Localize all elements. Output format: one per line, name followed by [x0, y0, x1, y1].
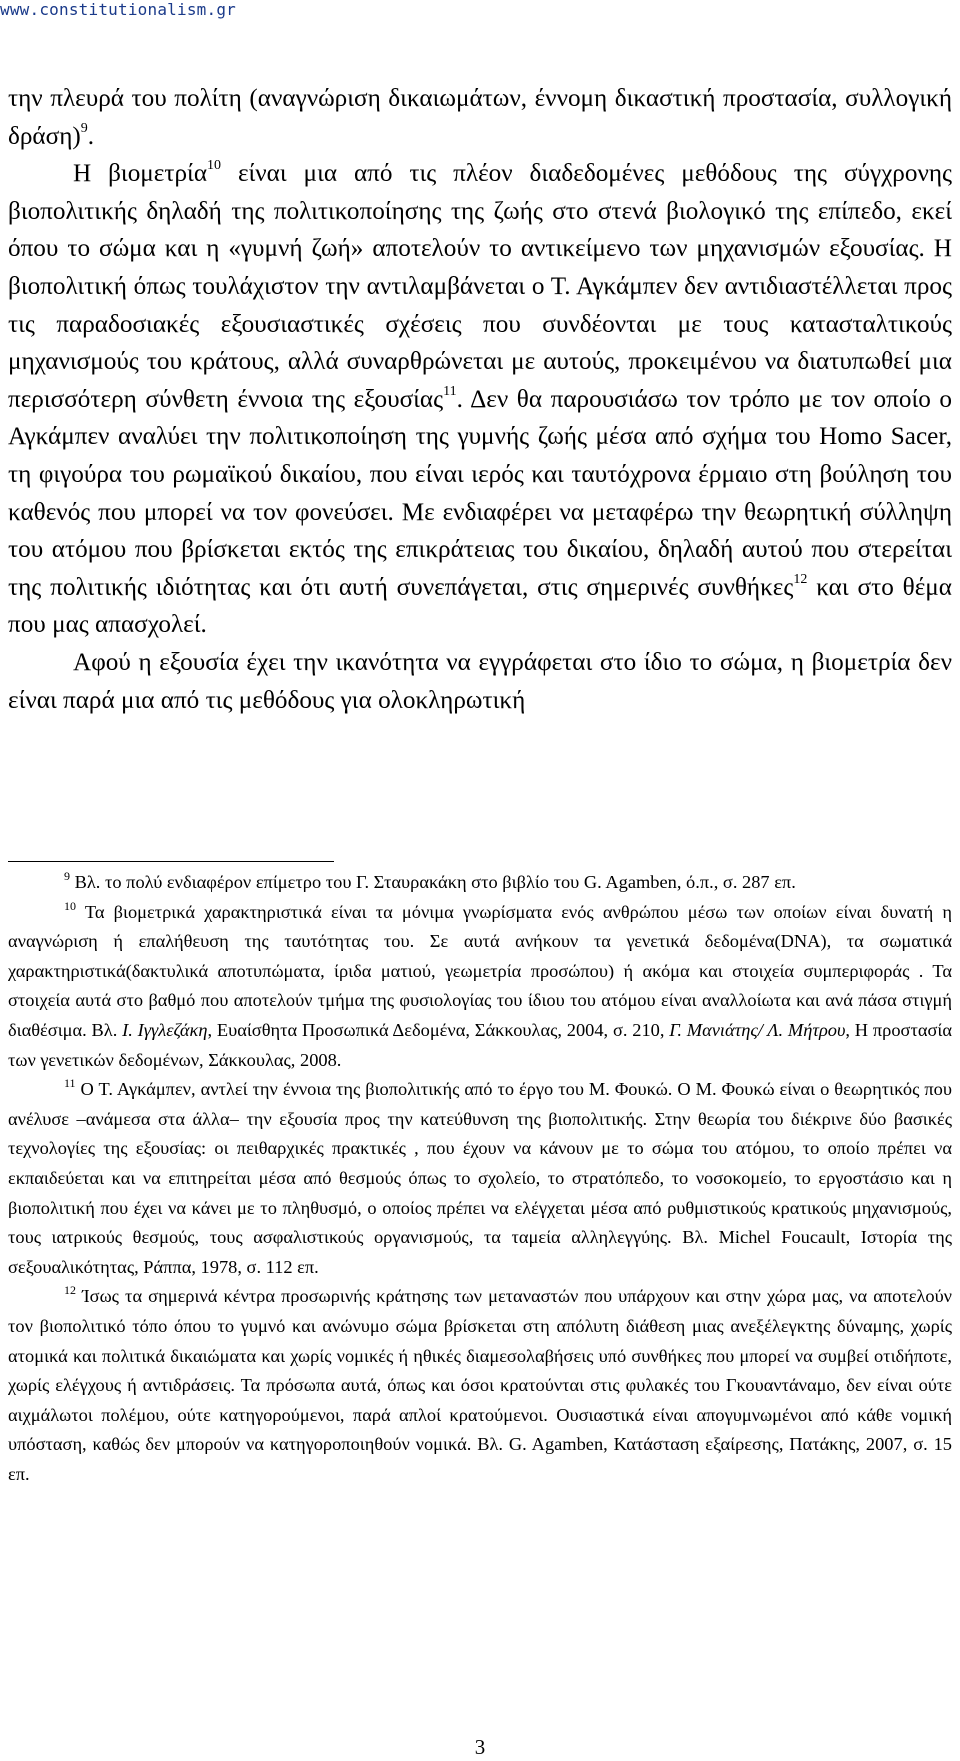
footnote-ref-11: 11: [443, 383, 457, 399]
footnote-10-text-b: , Ευαίσθητα Προσωπικά Δεδομένα, Σάκκουλας, 2004, σ. 210,: [207, 1019, 670, 1040]
footnote-9-text: Βλ. το πολύ ενδιαφέρον επίμετρο του Γ. Σταυρακάκη στο βιβλίο του G. Agamben, ό.π., σ. 287 επ.: [70, 872, 796, 892]
footnote-10-author-2: Γ. Μανιάτης/ Λ. Μήτρου: [669, 1019, 846, 1040]
footnote-11: [8, 1075, 952, 1282]
footnote-9: [8, 868, 952, 898]
paragraph-biometrics: [8, 155, 952, 644]
footnote-10-mark: 10: [64, 898, 76, 913]
paragraph-2-part-b: είναι μια από τις πλέον διαδεδομένες μεθόδους της σύγχρονης βιοπολιτικής δηλαδή της πολιτικοποίησης της ζωής στο στενά βιολογικό της επίπεδο, εκεί όπου το σώμα και η «γυμνή ζωή» αποτελούν το αντικείμενο των μηχανισμών εξουσίας. Η βιοπολιτική όπως τουλάχιστον την αντιλαμβάνεται ο Τ. Αγκάμπεν δεν αντιδιαστέλλεται προς τις παραδοσιακές εξουσιαστικές σχέσεις που συνδέονται με τους κατασταλτικούς μηχανισμούς του κράτους, αλλά συναρθρώνεται με αυτούς, προκειμένου να διατυπωθεί μια περισσότερη σύνθετη έννοια της εξουσίας: [8, 160, 952, 413]
footnote-ref-9: 9: [80, 120, 88, 136]
paragraph-power-body: Αφού η εξουσία έχει την ικανότητα να εγγράφεται στο ίδιο το σώμα, η βιομετρία δεν είναι παρά μια από τις μεθόδους για ολοκληρωτική: [8, 648, 952, 714]
footnote-11-mark: 11: [64, 1076, 76, 1091]
footnote-10-text-c: , Η προστασία των γενετικών δεδομένων, Σάκκουλας, 2008.: [8, 1019, 952, 1070]
footnote-9-mark: 9: [64, 869, 70, 883]
paragraph-2-part-d: και στο θέμα που μας απασχολεί.: [8, 573, 952, 639]
footnote-12-text: Ίσως τα σημερινά κέντρα προσωρινής κράτησης των μεταναστών που υπάρχουν και στην χώρα μας, να αποτελούν τον βιοπολιτικό τόπο όπου το γυμνό και ανώνυμο σώμα βρίσκεται στη απόλυτη διάθεση μιας ανεξέλεγκτης δύναμης, χωρίς ατομικά και πολιτικά δικαιώματα και χωρίς νομικές ή ηθικές διαμεσολαβήσεις υπό συνθήκες που μπορεί να συμβεί οτιδήποτε, χωρίς ελέγχους ή αντιδράσεις. Τα πρόσωπα αυτά, όπως και όσοι κρατούνται στις φυλακές του Γκουαντάναμο, δεν είναι ούτε αιχμάλωτοι πολέμου, ούτε κατηγορούμενοι, παρά απλοί κρατούμενοι. Ουσιαστικά είναι απογυμνωμένοι από κάθε νομική υπόσταση, καθώς δεν μπορούν να κατηγοροποιηθούν νομικά. Βλ. G. Agamben, Κατάσταση εξαίρεσης, Πατάκης, 2007, σ. 15 επ.: [8, 1286, 952, 1484]
paragraph-2-part-a: Η βιομετρία: [73, 160, 208, 188]
paragraph-continuation: [8, 80, 952, 155]
page-number: 3: [474, 1735, 486, 1759]
footnote-10-author-1: Ι. Ιγγλεζάκη: [122, 1019, 208, 1040]
footnote-10-text-a: Τα βιομετρικά χαρακτηριστικά είναι τα μόνιμα γνωρίσματα ενός ανθρώπου μέσω των οποίων είναι δυνατή η αναγνώριση ή επαλήθευση της ταυτότητας του. Σε αυτά ανήκουν τα γενετικά δεδομένα(DNA), τα σωματικά χαρακτηριστικά(δακτυλικά αποτυπώματα, ίριδα ματιού, γεωμετρία προσώπου) ή ακόμα και στοιχεία συμπεριφοράς . Τα στοιχεία αυτά στο βαθμό που αποτελούν τμήμα της φυσιολογίας του ίδιου του ατόμου είναι αναλλοίωτα και ανά πάσα στιγμή διαθέσιμα. Βλ.: [8, 901, 952, 1040]
footnotes-section: [8, 868, 952, 1489]
footnote-ref-10: 10: [207, 158, 222, 174]
paragraph-2-part-c: . Δεν θα παρουσιάσω τον τρόπο με τον οποίο ο Αγκάμπεν αναλύει την πολιτικοποίηση της γυμνής ζωής μέσα από σχήμα του Homo Sacer, τη φιγούρα του ρωμαϊκού δικαίου, που είναι ιερός και ταυτόχρονα έρμαιο στη βούληση του καθενός που μπορεί να τον φονεύσει. Με ενδιαφέρει να μεταφέρω την θεωρητική σύλληψη του ατόμου που βρίσκεται εκτός της επικράτειας του δικαίου, δηλαδή αυτού που στερείται της πολιτικής ιδιότητας και ότι αυτή συνεπάγεται, στις σημερινές συνθήκες: [8, 385, 952, 601]
site-url-header[interactable]: www.constitutionalism.gr: [0, 0, 236, 19]
footnote-12: [8, 1282, 952, 1489]
footnote-12-mark: 12: [64, 1283, 76, 1298]
footnote-separator: [8, 861, 334, 862]
paragraph-1-text: την πλευρά του πολίτη (αναγνώριση δικαιωμάτων, έννομη δικαστική προστασία, συλλογική δράση): [8, 85, 952, 150]
footnote-10: [8, 898, 952, 1076]
paragraph-1-end: .: [87, 122, 95, 150]
footnote-11-text: Ο Τ. Αγκάμπεν, αντλεί την έννοια της βιοπολιτικής από το έργο του Μ. Φουκώ. Ο Μ. Φουκώ είναι ο θεωρητικός που ανέλυσε –ανάμεσα στα άλλα– την εξουσία προς την κατεύθυνση της βιοπολιτικής. Στην θεωρία του διέκρινε δύο βασικές τεχνολογίες της εξουσίας: οι πειθαρχικές πρακτικές , που έχουν να κάνουν με το σώμα του ατόμου, το οποίο πρέπει να εκπαιδεύεται και να επιτηρείται μέσα από θεσμούς όπως το σχολείο, το στρατόπεδο, το νοσοκομείο, το εργοστάσιο και η βιοπολιτική που έχει να κάνει με το πληθυσμό, ο οποίος πρέπει να ελέγχεται μέσα από ρυθμιστικούς κρατικούς μηχανισμούς, τους ιατρικούς θεσμούς, τους ασφαλιστικούς οργανισμούς, τα ταμεία αλληλεγγύης. Βλ. Michel Foucault, Ιστορία της σεξουαλικότητας, Ράππα, 1978, σ. 112 επ.: [8, 1079, 952, 1277]
footnote-ref-12: 12: [793, 571, 808, 587]
main-body-text: [8, 80, 952, 719]
